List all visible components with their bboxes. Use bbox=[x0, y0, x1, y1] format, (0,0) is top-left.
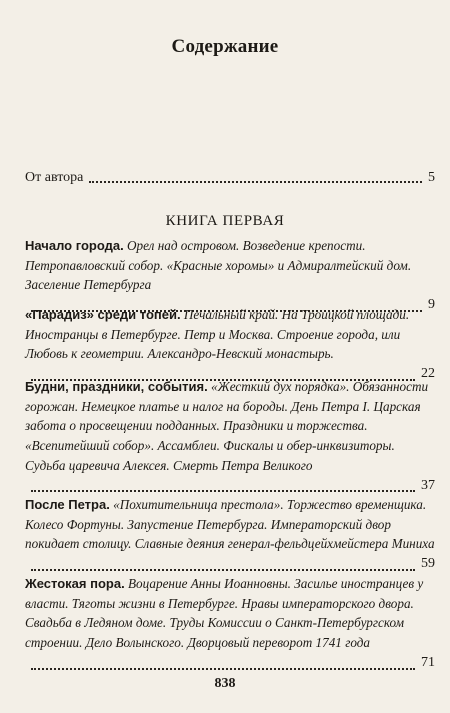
entry-description: Воцарение Анны Иоанновны. Засилье иностранцев у власти. Тяготы жизни в Петербурге. Нравы императорского двора. Свадьба в Ледяном доме. Труды Комиссии о Санкт-Петербургском строении. Дело Волынского. Дворцовый переворот 1741 года bbox=[25, 576, 424, 651]
book-heading: КНИГА ПЕРВАЯ bbox=[165, 213, 285, 229]
entry-text bbox=[25, 236, 435, 295]
toc-entry bbox=[25, 495, 435, 574]
preface-page-number: 5 bbox=[428, 170, 435, 185]
entry-page-number: 71 bbox=[421, 654, 435, 670]
toc-entry bbox=[25, 377, 435, 495]
preface-label: От автора bbox=[25, 170, 84, 185]
dot-leader bbox=[31, 569, 415, 571]
toc-entry bbox=[25, 305, 435, 384]
toc-entry bbox=[25, 236, 435, 315]
entry-text bbox=[25, 495, 435, 554]
entry-page-number: 9 bbox=[428, 297, 435, 313]
entry-tail bbox=[25, 476, 435, 496]
entry-title: Будни, праздники, события. bbox=[25, 379, 208, 394]
entry-text bbox=[25, 574, 435, 653]
entry-title: «Парадиз» среди топей. bbox=[25, 307, 181, 322]
entry-description: «Похитительница престола». Торжество временщика. Колесо Фортуны. Запустение Петербурга. Императорский двор покидает столицу. Славные деяния генерал-фельдцейхмейстера Миниха bbox=[25, 497, 435, 552]
entry-title: Начало города. bbox=[25, 238, 124, 253]
entry-text bbox=[25, 305, 435, 364]
entry-page-number: 59 bbox=[421, 556, 435, 572]
entry-tail bbox=[25, 554, 435, 574]
entry-description: Орел над островом. Возведение крепости. Петропавловский собор. «Красные хоромы» и Адмиралтейский дом. Заселение Петербурга bbox=[25, 238, 412, 293]
page-title: Содержание bbox=[171, 36, 279, 57]
entry-page-number: 22 bbox=[421, 366, 435, 382]
entry-title: Жестокая пора. bbox=[25, 576, 125, 591]
page-folio-number: 838 bbox=[214, 676, 236, 691]
entry-page-number: 37 bbox=[421, 477, 435, 493]
toc-entry bbox=[25, 574, 435, 673]
toc-entry-preface bbox=[25, 170, 435, 186]
entry-title: После Петра. bbox=[25, 497, 110, 512]
dot-leader bbox=[31, 668, 415, 670]
dot-leader bbox=[31, 490, 415, 492]
entry-description: «Жесткий дух порядка». Обязанности горожан. Немецкое платье и налог на бороды. День Петра I. Царская забота о просвещении подданных. Праздники и торжества. «Всепитейший собор». Ассамблеи. Фискалы и обер-инквизиторы. Судьба царевича Алексея. Смерть Петра Великого bbox=[25, 379, 429, 473]
entry-tail bbox=[25, 653, 435, 673]
entry-description: Печальный край. На Троицкой площади. Иностранцы в Петербурге. Петр и Москва. Строение города, или Любовь к геометрии. Александро-Невский монастырь. bbox=[25, 307, 410, 362]
entry-text bbox=[25, 377, 435, 476]
dot-leader bbox=[89, 181, 422, 183]
